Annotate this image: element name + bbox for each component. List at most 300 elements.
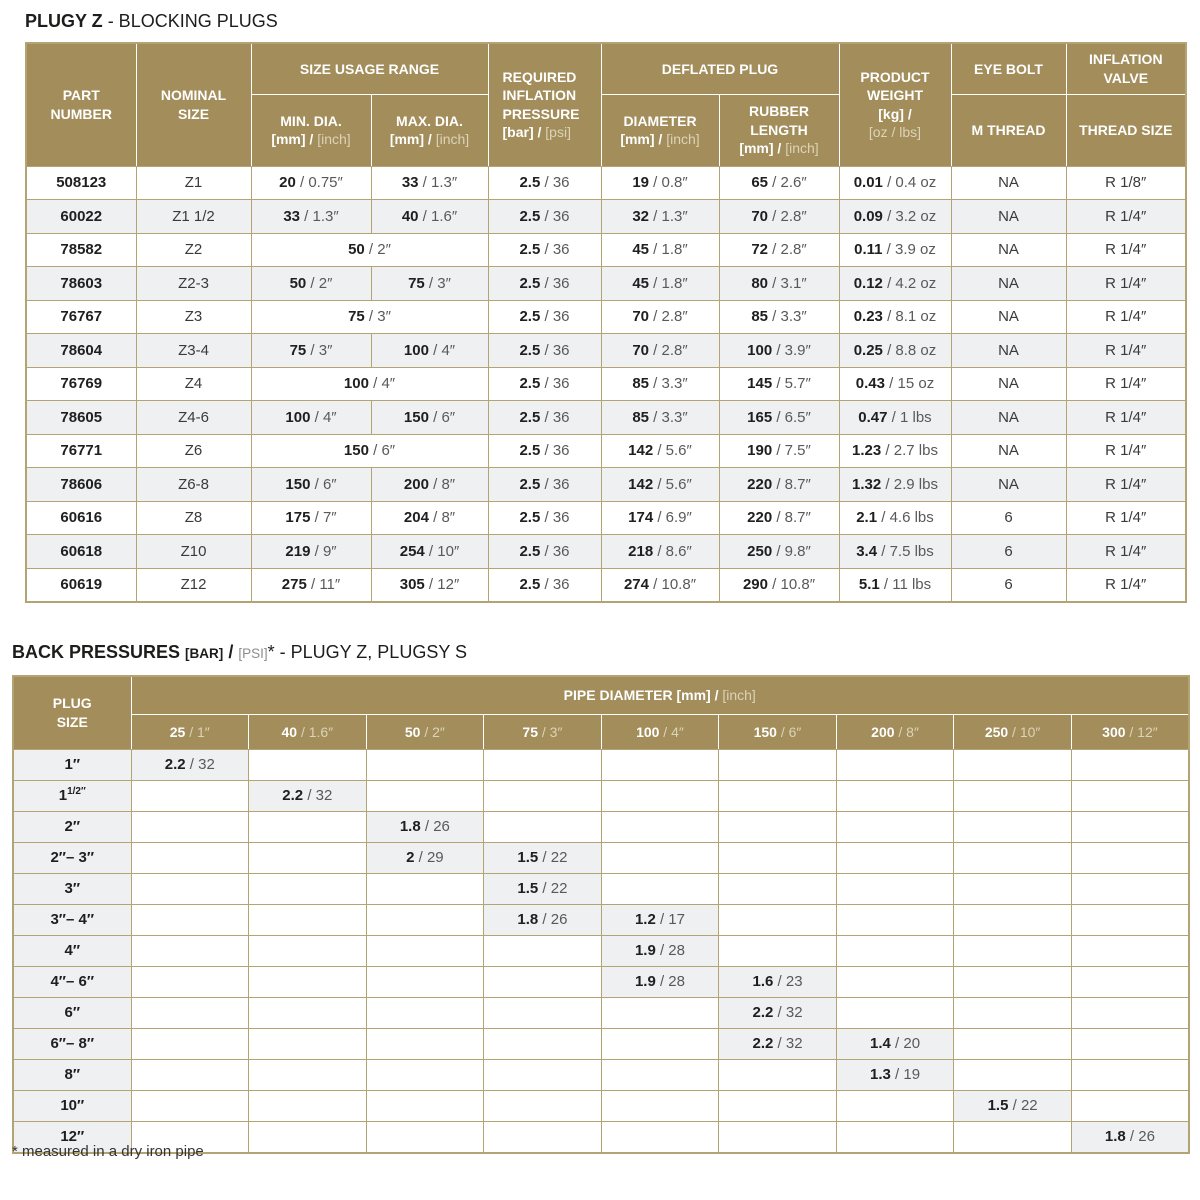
- value-mm: 75: [348, 308, 365, 326]
- value-mm: 2.5: [519, 509, 541, 527]
- empty-cell: [954, 811, 1072, 842]
- table-cell: [1066, 468, 1186, 502]
- table-row: [26, 468, 1186, 502]
- table-cell: [601, 468, 719, 502]
- back-pressures-container: [12, 675, 1190, 1154]
- plug-size-label: 10″: [60, 1097, 85, 1114]
- value-mm: 1.23: [852, 442, 882, 460]
- table-cell: [251, 367, 488, 401]
- empty-cell: [1071, 935, 1189, 966]
- value-mm: 100: [747, 341, 773, 359]
- value-mm: 75: [408, 274, 425, 292]
- part-number: 78603: [60, 274, 103, 292]
- plug-size-label: 6″– 8″: [50, 1035, 95, 1052]
- empty-cell: [836, 1090, 954, 1121]
- value-inch: / 3″: [364, 308, 391, 326]
- empty-cell: [1071, 966, 1189, 997]
- unit-light: [inch]: [785, 140, 819, 157]
- empty-cell: [484, 811, 602, 842]
- table-cell: [839, 267, 951, 301]
- pressure-value-cell: [249, 780, 367, 811]
- table-cell: [719, 233, 839, 267]
- plug-size-header: [13, 676, 131, 749]
- empty-cell: [366, 1059, 484, 1090]
- unit-light: [inch]: [435, 131, 470, 147]
- value-inch: / 1.8″: [649, 274, 688, 292]
- table-cell: [1066, 434, 1186, 468]
- value-inch: / 36: [540, 509, 570, 527]
- table-cell: [839, 334, 951, 368]
- value-mm: 0.12: [853, 274, 883, 292]
- value-inch: / 1.8″: [649, 241, 688, 259]
- size-usage-range-header: [251, 43, 488, 94]
- max-dia-header: [371, 94, 488, 166]
- empty-cell: [601, 1090, 719, 1121]
- header-units: [605, 130, 716, 148]
- header-units: [503, 123, 598, 141]
- unit-bold: [mm] /: [739, 140, 782, 157]
- table-cell: [136, 233, 251, 267]
- unit-light: / 12″: [1125, 723, 1158, 740]
- pipe-diameter-columns: [13, 714, 1189, 749]
- empty-cell: [601, 811, 719, 842]
- empty-cell: [719, 873, 837, 904]
- value-inch: / 6″: [310, 475, 337, 493]
- value-inch: / 10.8″: [768, 576, 816, 594]
- value-mm: 1.8: [1104, 1128, 1126, 1145]
- plug-size-cell: [13, 780, 131, 811]
- value-mm: 2.2: [752, 1035, 774, 1052]
- empty-cell: [954, 780, 1072, 811]
- value-inch: / 2″: [364, 241, 391, 259]
- value-mm: 2.5: [519, 341, 541, 359]
- table-cell: [601, 568, 719, 602]
- value-inch: / 36: [540, 174, 570, 192]
- plug-size-label: 3″– 4″: [50, 911, 95, 928]
- table-cell: [136, 568, 251, 602]
- plug-size-cell: [13, 904, 131, 935]
- plug-size-label: 4″– 6″: [50, 973, 95, 990]
- value-mm: 1.9: [634, 942, 656, 959]
- part-number: 78604: [60, 341, 103, 359]
- empty-cell: [954, 842, 1072, 873]
- empty-cell: [249, 1028, 367, 1059]
- plug-size-cell: [13, 997, 131, 1028]
- back-pressures-body: [13, 749, 1189, 1153]
- table-row: [26, 334, 1186, 368]
- header-line: NUMBER: [50, 105, 112, 122]
- empty-cell: [719, 749, 837, 780]
- cell-text: R 1/8″: [1105, 174, 1147, 192]
- table-cell: [488, 468, 601, 502]
- empty-cell: [719, 811, 837, 842]
- plug-size-label: 12″: [60, 1128, 85, 1145]
- value-inch: / 3.3″: [649, 408, 688, 426]
- table-cell: [719, 166, 839, 200]
- value-inch: / 11″: [306, 576, 341, 594]
- value-inch: / 3″: [306, 341, 333, 359]
- table-row: [13, 842, 1189, 873]
- table-cell: [839, 300, 951, 334]
- unit-light: / 1.6″: [297, 723, 334, 740]
- pipe-diameter-column-header: [954, 714, 1072, 749]
- header-line: SIZE: [56, 713, 88, 730]
- value-mm: 175: [285, 509, 311, 527]
- header-line: REQUIRED: [502, 68, 577, 85]
- table-cell: [371, 200, 488, 234]
- header-line: VALVE: [1103, 69, 1149, 86]
- header-line: MIN. DIA.: [280, 112, 342, 129]
- value-inch: / 0.75″: [295, 174, 343, 192]
- value-mm: 1.5: [517, 880, 539, 897]
- cell-text: NA: [998, 375, 1019, 393]
- back-pressures-title: [12, 642, 467, 663]
- unit-bold: 200: [871, 723, 895, 740]
- empty-cell: [249, 935, 367, 966]
- empty-cell: [954, 904, 1072, 935]
- value-inch: / 8.6″: [653, 542, 692, 560]
- table-cell: [371, 535, 488, 569]
- empty-cell: [601, 749, 719, 780]
- table-cell: [251, 334, 371, 368]
- value-mm: 1.8: [517, 911, 539, 928]
- value-inch: / 7.5 lbs: [877, 542, 934, 560]
- empty-cell: [484, 935, 602, 966]
- value-mm: 100: [343, 375, 369, 393]
- table-row: [13, 997, 1189, 1028]
- value-inch: / 23: [773, 973, 803, 990]
- table-cell: [136, 166, 251, 200]
- empty-cell: [366, 997, 484, 1028]
- plug-size-cell: [13, 1028, 131, 1059]
- empty-cell: [954, 997, 1072, 1028]
- value-inch: / 2.9 lbs: [881, 475, 938, 493]
- part-number: 78582: [60, 241, 103, 259]
- value-inch: / 36: [540, 207, 570, 225]
- value-inch: / 3.1″: [768, 274, 807, 292]
- value-mm: 150: [403, 408, 429, 426]
- table-cell: [951, 200, 1066, 234]
- table-cell: [601, 200, 719, 234]
- pipe-diameter-column-header: [836, 714, 954, 749]
- product-weight-header: [839, 43, 951, 166]
- value-mm: 2.5: [519, 475, 541, 493]
- table-cell: [1066, 300, 1186, 334]
- empty-cell: [836, 811, 954, 842]
- empty-cell: [836, 1121, 954, 1153]
- table-cell: [488, 568, 601, 602]
- pressure-value-cell: [836, 1059, 954, 1090]
- cell-text: NA: [998, 241, 1019, 259]
- empty-cell: [249, 1121, 367, 1153]
- header-line: WEIGHT: [867, 87, 923, 104]
- value-mm: 0.25: [853, 341, 883, 359]
- value-mm: 142: [628, 442, 654, 460]
- value-mm: 250: [747, 542, 773, 560]
- value-mm: 85: [632, 375, 649, 393]
- plug-size-label: 6″: [64, 1004, 81, 1021]
- cell-text: NA: [998, 174, 1019, 192]
- table-cell: [488, 401, 601, 435]
- unit-bold: 300: [1102, 723, 1126, 740]
- value-mm: 220: [747, 509, 773, 527]
- value-inch: / 32: [185, 756, 215, 773]
- table-cell: [26, 535, 136, 569]
- value-mm: 3.4: [856, 542, 878, 560]
- value-inch: / 12″: [424, 576, 460, 594]
- table-cell: [371, 401, 488, 435]
- cell-text: Z3: [184, 308, 203, 326]
- empty-cell: [249, 842, 367, 873]
- table-row: [13, 904, 1189, 935]
- empty-cell: [131, 873, 249, 904]
- table-cell: [601, 166, 719, 200]
- empty-cell: [366, 1090, 484, 1121]
- plug-size-cell: [13, 811, 131, 842]
- cell-text: 6: [1004, 576, 1013, 594]
- unit-light: / 2″: [420, 723, 445, 740]
- table-cell: [601, 334, 719, 368]
- cell-text: Z10: [180, 542, 207, 560]
- table-cell: [136, 401, 251, 435]
- header-line: NOMINAL: [160, 87, 227, 104]
- plug-size-cell: [13, 1059, 131, 1090]
- value-mm: 2.5: [519, 375, 541, 393]
- empty-cell: [249, 811, 367, 842]
- table-cell: [839, 200, 951, 234]
- plug-size-label: 2″: [64, 818, 81, 835]
- table-cell: [251, 468, 371, 502]
- unit-light: / 1″: [185, 723, 210, 740]
- table-row: [26, 267, 1186, 301]
- empty-cell: [366, 966, 484, 997]
- value-inch: / 29: [414, 849, 444, 866]
- value-inch: / 3.2 oz: [882, 207, 937, 225]
- title-bold: BACK PRESSURES: [12, 642, 181, 662]
- value-inch: / 19: [890, 1066, 921, 1083]
- empty-cell: [131, 842, 249, 873]
- empty-cell: [954, 1028, 1072, 1059]
- table-cell: [488, 434, 601, 468]
- title-psi-unit: [PSI]: [238, 646, 268, 661]
- value-mm: 2.5: [519, 542, 541, 560]
- value-mm: 145: [747, 375, 773, 393]
- value-inch: / 22: [1008, 1097, 1038, 1114]
- value-mm: 19: [632, 174, 649, 192]
- table-cell: [488, 200, 601, 234]
- pipe-diameter-column-header: [366, 714, 484, 749]
- value-mm: 1.5: [517, 849, 539, 866]
- cell-text: R 1/4″: [1105, 509, 1147, 527]
- empty-cell: [484, 1090, 602, 1121]
- value-inch: / 3.9 oz: [882, 241, 936, 259]
- value-mm: 1.2: [634, 911, 656, 928]
- cell-text: R 1/4″: [1105, 241, 1147, 259]
- table-cell: [371, 568, 488, 602]
- empty-cell: [131, 935, 249, 966]
- table-cell: [371, 501, 488, 535]
- unit-bold: 40: [281, 723, 298, 740]
- header-text: SIZE USAGE RANGE: [299, 60, 440, 77]
- value-mm: 72: [751, 241, 768, 259]
- value-mm: 100: [285, 408, 311, 426]
- value-inch: / 2.8″: [649, 308, 688, 326]
- value-mm: 254: [399, 542, 425, 560]
- table-cell: [26, 367, 136, 401]
- table-cell: [601, 233, 719, 267]
- header-line: MAX. DIA.: [396, 112, 463, 129]
- empty-cell: [719, 842, 837, 873]
- unit-light: / 4″: [659, 723, 684, 740]
- table-cell: [136, 200, 251, 234]
- value-inch: / 36: [540, 274, 570, 292]
- value-mm: 70: [632, 308, 649, 326]
- nominal-size-header: [136, 43, 251, 166]
- value-inch: / 5.7″: [772, 375, 811, 393]
- empty-cell: [366, 749, 484, 780]
- plug-size-label: 4″: [64, 942, 81, 959]
- value-inch: / 20: [890, 1035, 921, 1052]
- value-inch: / 32: [303, 787, 333, 804]
- value-mm: 70: [751, 207, 768, 225]
- table-row: [26, 535, 1186, 569]
- plugy-table-body: [26, 166, 1186, 602]
- table-row: [13, 966, 1189, 997]
- empty-cell: [366, 873, 484, 904]
- table-cell: [951, 501, 1066, 535]
- part-number: 76767: [60, 308, 103, 326]
- table-row: [26, 568, 1186, 602]
- empty-cell: [1071, 997, 1189, 1028]
- cell-text: R 1/4″: [1105, 442, 1147, 460]
- cell-text: NA: [998, 308, 1019, 326]
- table-row: [13, 811, 1189, 842]
- plugy-table-header: [26, 43, 1186, 166]
- cell-text: R 1/4″: [1105, 375, 1147, 393]
- table-cell: [951, 334, 1066, 368]
- table-cell: [251, 501, 371, 535]
- table-cell: [26, 200, 136, 234]
- m-thread-header: [951, 94, 1066, 166]
- part-number: 60616: [60, 509, 103, 527]
- pressure-value-cell: [484, 873, 602, 904]
- back-pressures-table: [12, 675, 1190, 1154]
- table-cell: [371, 166, 488, 200]
- part-number: 60619: [60, 576, 103, 594]
- table-cell: [839, 233, 951, 267]
- value-inch: / 32: [773, 1004, 803, 1021]
- table-cell: [371, 334, 488, 368]
- table-cell: [136, 434, 251, 468]
- cell-text: Z2-3: [178, 274, 209, 292]
- empty-cell: [249, 1059, 367, 1090]
- cell-text: Z1: [184, 174, 203, 192]
- pipe-diameter-column-header: [131, 714, 249, 749]
- title-rest: - BLOCKING PLUGS: [102, 11, 278, 31]
- plug-size-label: 1: [58, 787, 68, 804]
- value-inch: / 5.6″: [653, 442, 692, 460]
- table-cell: [601, 300, 719, 334]
- value-mm: 85: [751, 308, 768, 326]
- pipe-diameter-column-header: [1071, 714, 1189, 749]
- value-inch: / 36: [540, 241, 570, 259]
- value-inch: / 36: [540, 341, 570, 359]
- pipe-diameter-column-header: [719, 714, 837, 749]
- empty-cell: [954, 1121, 1072, 1153]
- header-units: [375, 130, 485, 148]
- empty-cell: [1071, 1059, 1189, 1090]
- value-mm: 1.4: [870, 1035, 891, 1052]
- value-mm: 70: [632, 341, 649, 359]
- value-inch: / 3″: [424, 274, 451, 292]
- header-line: PRODUCT: [860, 68, 930, 85]
- table-cell: [951, 267, 1066, 301]
- table-cell: [719, 568, 839, 602]
- empty-cell: [366, 935, 484, 966]
- plug-size-cell: [13, 966, 131, 997]
- table-cell: [488, 233, 601, 267]
- table-row: [26, 166, 1186, 200]
- table-cell: [136, 468, 251, 502]
- empty-cell: [954, 873, 1072, 904]
- empty-cell: [836, 997, 954, 1028]
- value-inch: / 8″: [428, 475, 456, 493]
- empty-cell: [954, 935, 1072, 966]
- table-cell: [1066, 367, 1186, 401]
- empty-cell: [954, 966, 1072, 997]
- empty-cell: [249, 1090, 367, 1121]
- cell-text: NA: [998, 475, 1019, 493]
- plug-size-cell: [13, 935, 131, 966]
- pressure-value-cell: [719, 997, 837, 1028]
- empty-cell: [601, 1059, 719, 1090]
- table-cell: [1066, 233, 1186, 267]
- cell-text: 6: [1004, 509, 1013, 527]
- cell-text: R 1/4″: [1105, 207, 1147, 225]
- table-row: [13, 1059, 1189, 1090]
- table-row: [26, 501, 1186, 535]
- value-inch: / 8.7″: [772, 475, 811, 493]
- value-inch: / 28: [655, 942, 685, 959]
- empty-cell: [249, 873, 367, 904]
- empty-cell: [131, 1090, 249, 1121]
- table-cell: [951, 367, 1066, 401]
- value-inch: / 26: [420, 818, 450, 835]
- empty-cell: [1071, 780, 1189, 811]
- table-cell: [719, 535, 839, 569]
- cell-text: NA: [998, 274, 1019, 292]
- value-inch: / 2.8″: [768, 241, 807, 259]
- cell-text: Z6: [184, 442, 203, 460]
- table-cell: [601, 367, 719, 401]
- table-cell: [1066, 401, 1186, 435]
- empty-cell: [131, 811, 249, 842]
- pressure-value-cell: [719, 966, 837, 997]
- header-line: PLUG: [52, 695, 92, 712]
- unit-bold: 25: [169, 723, 186, 740]
- table-cell: [719, 434, 839, 468]
- table-cell: [719, 334, 839, 368]
- unit-bold: [bar] /: [502, 124, 542, 141]
- value-inch: / 2.6″: [768, 174, 807, 192]
- header-units: [255, 130, 368, 148]
- unit-bold: 75: [522, 723, 538, 740]
- value-inch: / 3.9″: [772, 341, 811, 359]
- value-inch: / 8.7″: [772, 509, 811, 527]
- table-cell: [839, 535, 951, 569]
- part-number: 78605: [60, 408, 103, 426]
- table-cell: [26, 267, 136, 301]
